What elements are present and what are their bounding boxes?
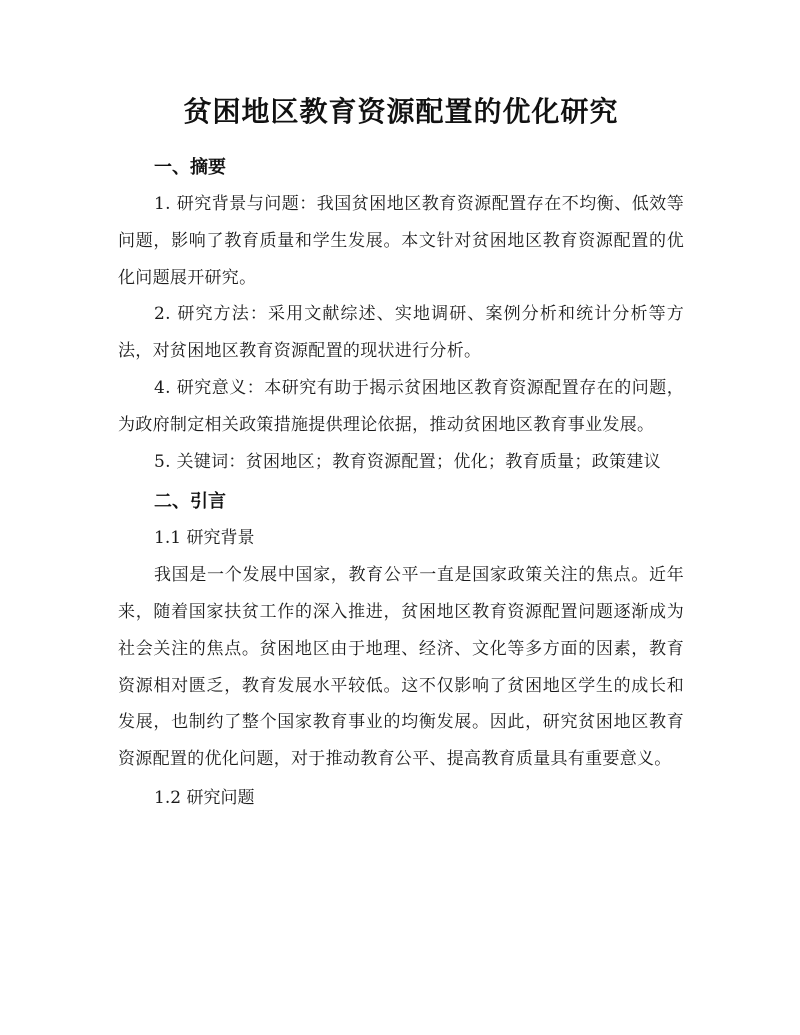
abstract-item-background: 1. 研究背景与问题：我国贫困地区教育资源配置存在不均衡、低效等问题，影响了教育质量和学生发展。本文针对贫困地区教育资源配置的优化问题展开研究。	[118, 194, 684, 288]
abstract-item-method: 2. 研究方法：采用文献综述、实地调研、案例分析和统计分析等方法，对贫困地区教育资源配置的现状进行分析。	[118, 304, 684, 362]
abstract-item-significance: 4. 研究意义：本研究有助于揭示贫困地区教育资源配置存在的问题，为政府制定相关政策措施提供理论依据，推动贫困地区教育事业发展。	[118, 377, 684, 435]
section-heading-intro: 二、引言	[154, 491, 226, 513]
abstract-item-keywords: 5. 关键词：贫困地区；教育资源配置；优化；教育质量；政策建议	[154, 451, 661, 472]
document-title: 贫困地区教育资源配置的优化研究	[183, 95, 619, 128]
subsection-title-problem: 1.2 研究问题	[154, 787, 255, 808]
intro-background-paragraph: 我国是一个发展中国家，教育公平一直是国家政策关注的焦点。近年来，随着国家扶贫工作的深入推进，贫困地区教育资源配置问题逐渐成为社会关注的焦点。贫困地区由于地理、经济、文化等多方面的因素，教育资源相对匮乏，教育发展水平较低。这不仅影响了贫困地区学生的成长和发展，也制约了整个国家教育事业的均衡发展。因此，研究贫困地区教育资源配置的优化问题，对于推动教育公平、提高教育质量具有重要意义。	[118, 565, 684, 770]
section-heading-abstract: 一、摘要	[154, 157, 226, 178]
document-page	[118, 88, 684, 817]
subsection-title-background: 1.1 研究背景	[154, 528, 255, 549]
